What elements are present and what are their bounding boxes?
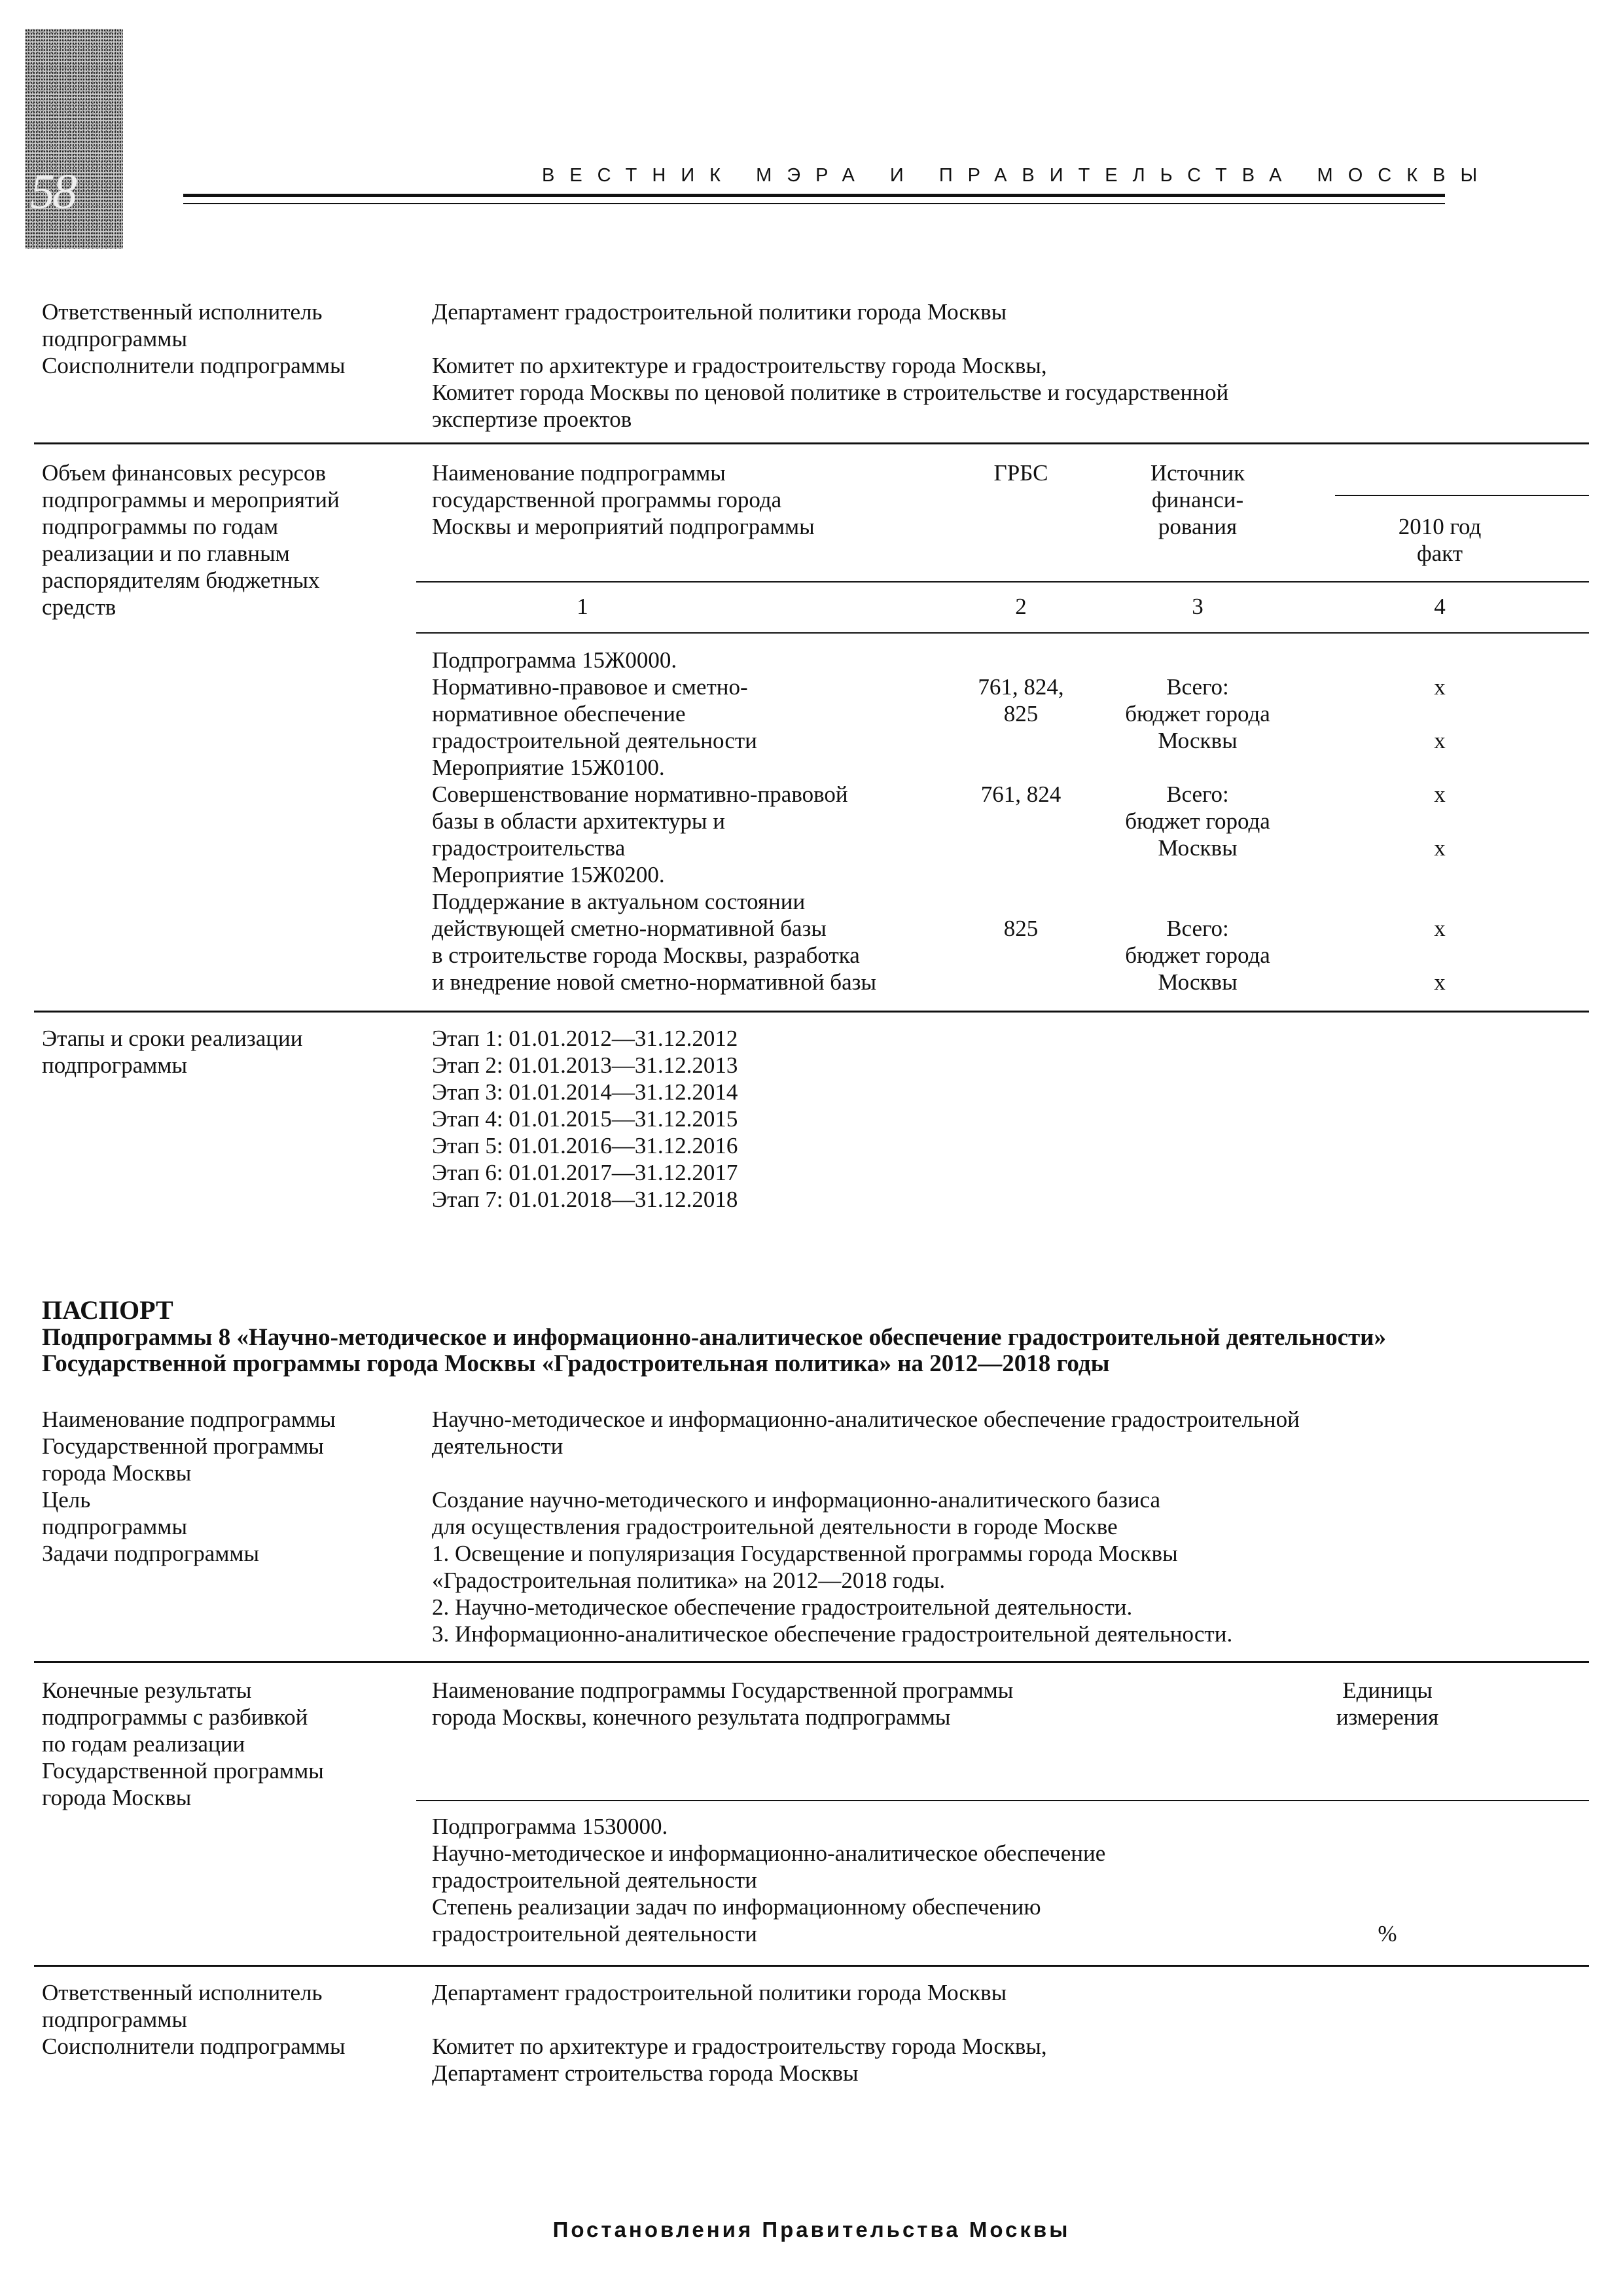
section-divider xyxy=(34,1011,1589,1013)
header-rule-thin xyxy=(183,203,1445,204)
finance-row-value-budget: х xyxy=(1434,728,1446,753)
coexecutors-value: Комитет по архитектуре и градостроительству города Москвы, Департамент строительства города Москвы xyxy=(432,2034,1047,2086)
results-header-name: Наименование подпрограммы Государственной программы города Москвы, конечного результата подпрограммы xyxy=(432,1677,1014,1730)
table-header-rule xyxy=(416,581,1589,583)
finance-row-value-budget: х xyxy=(1434,969,1446,995)
finance-row-source: Всего: бюджет города Москвы xyxy=(1125,916,1270,995)
goal-value: Создание научно-методического и информационно-аналитического базиса для осуществления градостроительной деятельности в городе Москве xyxy=(432,1487,1160,1539)
results-header-rule xyxy=(416,1800,1589,1801)
coexecutors-label: Соисполнители подпрограммы xyxy=(42,353,346,378)
tasks-value: 1. Освещение и популяризация Государственной программы города Москвы «Градостроительная политика» на 2012—2018 годы. 2. Научно-методическое обеспечение градостроительной деятельности. 3. Информационно-аналитическое обеспечение градостроительной деятельности. xyxy=(432,1541,1233,1647)
results-row-unit: % xyxy=(1378,1921,1397,1946)
finance-label: Объем финансовых ресурсов подпрограммы и мероприятий подпрограммы по годам реализации и по главным распорядителям бюджетных средств xyxy=(42,460,340,620)
stage-item: Этап 4: 01.01.2015—31.12.2015 xyxy=(432,1106,738,1132)
finance-header-source: Источник финанси- рования xyxy=(1150,460,1245,539)
stage-item: Этап 5: 01.01.2016—31.12.2016 xyxy=(432,1133,738,1158)
responsible-executor-label: Ответственный исполнитель подпрограммы xyxy=(42,1980,323,2032)
finance-row-source: Всего: бюджет города Москвы xyxy=(1125,674,1270,753)
stage-item: Этап 1: 01.01.2012—31.12.2012 xyxy=(432,1026,738,1051)
passport-subtitle: Государственной программы города Москвы «Градостроительная политика» на 2012—2018 годы xyxy=(42,1350,1110,1377)
page-number: 58 xyxy=(30,164,75,219)
finance-row-grbs: 825 xyxy=(1003,916,1039,941)
section-divider xyxy=(34,1661,1589,1663)
column-number-2: 2 xyxy=(1015,594,1027,619)
responsible-executor-value: Департамент градостроительной политики города Москвы xyxy=(432,1980,1007,2005)
finance-row-value-budget: х xyxy=(1434,835,1446,861)
stage-item: Этап 6: 01.01.2017—31.12.2017 xyxy=(432,1160,738,1185)
section-divider xyxy=(34,442,1589,444)
finance-row-name: Подпрограмма 15Ж0000. Нормативно-правовое и сметно- нормативное обеспечение градостроительной деятельности xyxy=(432,647,757,753)
finance-row-source: Всего: бюджет города Москвы xyxy=(1125,781,1270,861)
column-numbers-rule xyxy=(416,632,1589,634)
responsible-executor-value: Департамент градостроительной политики города Москвы xyxy=(432,299,1007,325)
passport-title: ПАСПОРТ xyxy=(42,1295,173,1325)
tasks-label: Задачи подпрограммы xyxy=(42,1541,260,1566)
finance-row-value-total: х xyxy=(1434,674,1446,700)
goal-label: Цель подпрограммы xyxy=(42,1487,187,1539)
stages-list xyxy=(432,1025,738,1213)
column-number-1: 1 xyxy=(577,594,588,619)
header-rule-thick xyxy=(183,194,1445,197)
year-header-rule xyxy=(1335,495,1589,496)
finance-header-name: Наименование подпрограммы государственной программы города Москвы и мероприятий подпрограммы xyxy=(432,460,815,539)
finance-row-value-total: х xyxy=(1434,781,1446,807)
coexecutors-value: Комитет по архитектуре и градостроительству города Москвы, Комитет города Москвы по ценовой политике в строительстве и государственной экспертизе проектов xyxy=(432,353,1229,432)
stages-label: Этапы и сроки реализации подпрограммы xyxy=(42,1026,303,1078)
subprogram-name-value: Научно-методическое и информационно-аналитическое обеспечение градостроительной деятельности xyxy=(432,1407,1300,1459)
stage-item: Этап 2: 01.01.2013—31.12.2013 xyxy=(432,1052,738,1078)
responsible-executor-label: Ответственный исполнитель подпрограммы xyxy=(42,299,323,351)
column-number-3: 3 xyxy=(1192,594,1204,619)
stage-item: Этап 3: 01.01.2014—31.12.2014 xyxy=(432,1079,738,1105)
finance-row-grbs: 761, 824 xyxy=(980,781,1061,807)
finance-row-name: Мероприятие 15Ж0100. Совершенствование нормативно-правовой базы в области архитектуры и градостроительства xyxy=(432,755,848,861)
section-divider xyxy=(34,1965,1589,1967)
page-footer: Постановления Правительства Москвы xyxy=(552,2217,1071,2242)
subprogram-name-label: Наименование подпрограммы Государственной программы города Москвы xyxy=(42,1407,336,1486)
column-number-4: 4 xyxy=(1434,594,1446,619)
results-label: Конечные результаты подпрограммы с разбивкой по годам реализации Государственной программы города Москвы xyxy=(42,1677,324,1810)
masthead: ВЕСТНИК МЭРА И ПРАВИТЕЛЬСТВА МОСКВЫ xyxy=(542,165,1493,186)
passport-subtitle: Подпрограммы 8 «Научно-методическое и информационно-аналитическое обеспечение градостроительной деятельности» xyxy=(42,1324,1386,1351)
finance-row-grbs: 761, 824, 825 xyxy=(978,674,1064,726)
results-row-text: Подпрограмма 1530000. Научно-методическое и информационно-аналитическое обеспечение градостроительной деятельности Степень реализации задач по информационному обеспечению градостроительной деятельности xyxy=(432,1814,1106,1946)
finance-header-year: 2010 год факт xyxy=(1398,514,1482,566)
stage-item: Этап 7: 01.01.2018—31.12.2018 xyxy=(432,1187,738,1212)
coexecutors-label: Соисполнители подпрограммы xyxy=(42,2034,346,2059)
finance-row-name: Мероприятие 15Ж0200. Поддержание в актуальном состоянии действующей сметно-нормативной базы в строительстве города Москвы, разработка и внедрение новой сметно-нормативной базы xyxy=(432,862,876,995)
finance-header-grbs: ГРБС xyxy=(993,460,1048,486)
results-header-unit: Единицы измерения xyxy=(1336,1677,1439,1730)
finance-row-value-total: х xyxy=(1434,916,1446,941)
